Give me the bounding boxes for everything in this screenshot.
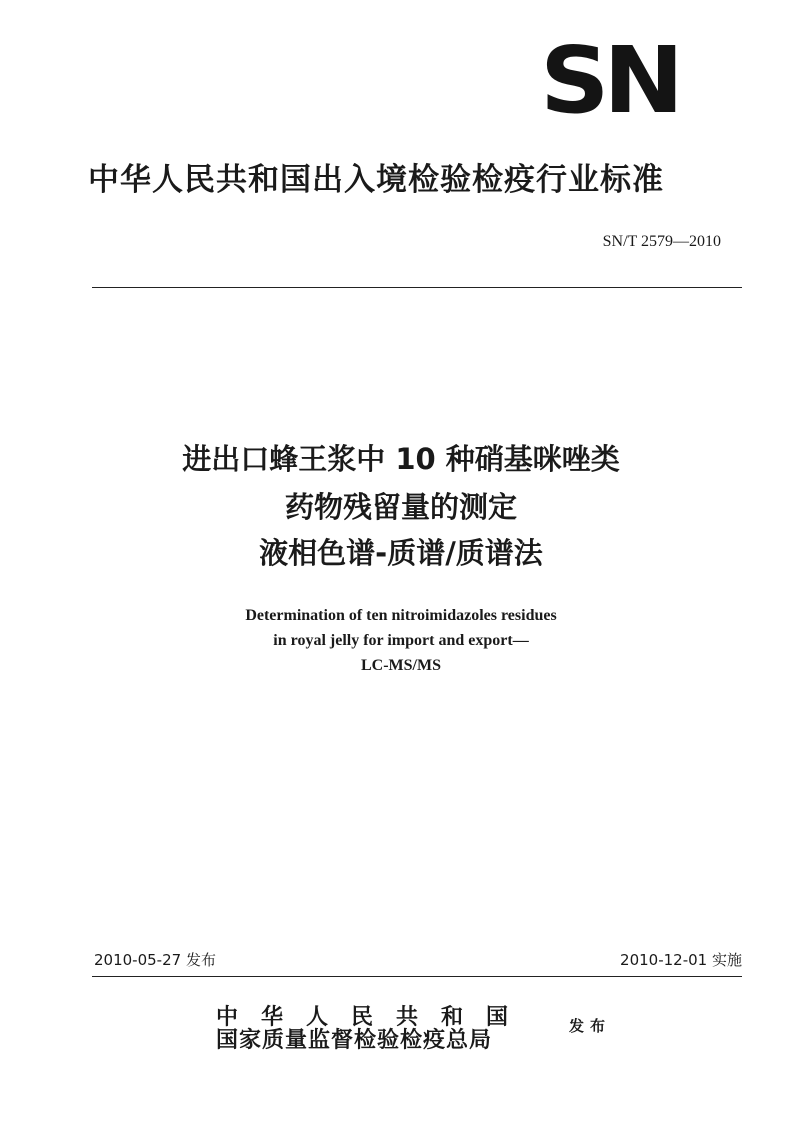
chinese-title-line-2: 药物残留量的测定 (284, 490, 517, 524)
footer-divider (92, 976, 742, 977)
english-title-line-2: in royal jelly for import and export— (273, 632, 529, 649)
issuer-agency: 国家质量监督检验检疫总局 (216, 1027, 493, 1053)
effective-date: 2010-12-01 实施 (620, 951, 742, 969)
chinese-title-line-1: 进出口蜂王浆中 10 种硝基咪唑类 (182, 442, 620, 476)
standard-code: SN/T 2579—2010 (602, 233, 721, 250)
standard-type-heading: 中华人民共和国出入境检验检疫行业标准 (88, 162, 664, 198)
publish-label: 发布 (569, 1017, 612, 1035)
chinese-title-line-3: 液相色谱-质谱/质谱法 (259, 536, 543, 570)
header-divider (92, 287, 742, 288)
issuer-country: 中华人民共和国 (216, 1004, 532, 1030)
sn-logo: SN (540, 27, 678, 134)
english-title-line-3: LC-MS/MS (361, 657, 441, 674)
english-title-line-1: Determination of ten nitroimidazoles residues (245, 607, 557, 624)
issue-date: 2010-05-27 发布 (94, 951, 216, 969)
